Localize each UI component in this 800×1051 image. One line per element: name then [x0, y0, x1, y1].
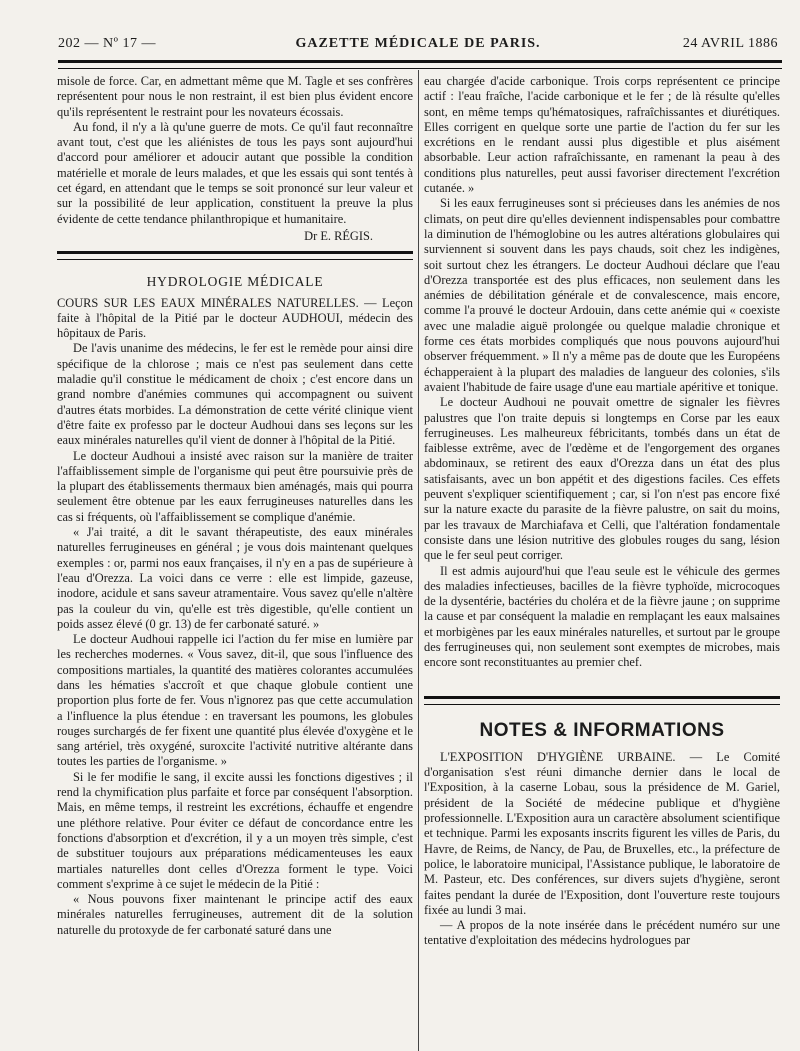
section-title-notes: NOTES & INFORMATIONS: [479, 719, 725, 741]
column-divider: [418, 70, 419, 1051]
paragraph: « Nous pouvons fixer maintenant le principe actif des eaux minérales naturelles ferrugineuses, autrement dit de la solution naturelle du protoxyde de fer carbonaté saturé dans une: [57, 892, 413, 937]
paragraph: Le docteur Audhoui rappelle ici l'action du fer mise en lumière par les recherches modernes. « Vous savez, dit-il, que sous l'influence des compositions martiales, la quantité des matières colorantes accumulées dans les hématies s'accroît et que chaque globule contient une proportion plus forte de fer. Vous n'ignorez pas que cette accumulation a l'influence la plus étendue : en traversant les poumons, les globules rouges surchargés de fer fixent une quantité plus élevée d'oxygène et le sang artériel, très oxygéné, suroxcite l'activité nutritive altérante dans toutes les parties de l'organisme. »: [57, 632, 413, 769]
paragraph: Au fond, il n'y a là qu'une guerre de mots. Ce qu'il faut reconnaître avant tout, c'est que les aliénistes de tous les pays sont aujourd'hui d'accord pour améliorer et adoucir autant que possible la condition matérielle et morale de leurs malades, et que les essais qui sont tentés à cet égard, en attendant que le temps se soit prononcé sur leur valeur et sur la possibilité de leur application, constituent la preuve la plus évidente de cette tendance philanthropique et humanitaire.: [57, 119, 413, 226]
paragraph: Il est admis aujourd'hui que l'eau seule est le véhicule des germes des maladies infectieuses, bacilles de la fièvre typhoïde, microcoques de la dysentérie, bactéries du choléra et de la fièvre jaune ; on supprime la cause et par conséquent la maladie en remplaçant les eaux malsaines et morbigènes par les eaux minérales naturelles, et surtout par le groupe des ferrugineuses qui, non seulement sont exemptes de microbes, mais encore sont reconstituantes au premier chef.: [424, 563, 780, 670]
paragraph: Si le fer modifie le sang, il excite aussi les fonctions digestives ; il rend la chymification plus parfaite et force par conséquent l'absorption. Mais, en même temps, il restreint les excrétions, échauffe et engendre une pléthore relative. Pour éviter ce défaut de concordance entre les fonctions d'absorption et d'excrétion, il y a un moyen très simple, c'est de substituer toujours aux préparations médicamenteuses les eaux martiales naturelles dont celles d'Orezza forment le type. Voici comment s'exprime à ce sujet le médecin de la Pitié :: [57, 769, 413, 891]
paragraph: — A propos de la note insérée dans le précédent numéro sur une tentative d'exploitation des médecins hydrologues par: [424, 918, 780, 948]
page-number: 202 — Nº 17 —: [58, 36, 156, 51]
paragraph: eau chargée d'acide carbonique. Trois corps représentent ce principe actif : l'eau fraîche, l'acide carbonique et le fer ; de là résulte qu'elles sont, en même temps qu'hématosiques, rafraîchissantes et diurétiques. Elles corrigent en quelque sorte une partie de l'action du fer sur les excrétions en le rendant aussi plus digestible et plus aisément absorbable. Leur action rafraîchissante, en ramenant la peau à des conditions plus naturelles, peut aussi favoriser directement l'excrétion cutanée. »: [424, 74, 780, 196]
section-separator: [424, 696, 780, 705]
paragraph: « J'ai traité, a dit le savant thérapeutiste, des eaux minérales naturelles ferrugineuses en général ; je vous dois maintenant quelques exemples : or, parmi nos eaux françaises, il n'y en a pas de supérieure à l'eau d'Orezza. La voici dans ce verre : elle est limpide, gazeuse, inodore, acidule et sans saveur atramentaire. Vous savez qu'elle n'altère pas la couleur du vin, qu'elle est très digestible, qu'elle contient un poids assez élevé (0 gr. 13) de fer carbonaté saturé. »: [57, 525, 413, 631]
paragraph: misole de force. Car, en admettant même que M. Tagle et ses confrères représentent pour nous le non restraint, il est bien plus évident encore qu'ils représentent le restraint pour les novateurs écossais.: [57, 74, 413, 119]
journal-title: GAZETTE MÉDICALE DE PARIS.: [295, 36, 541, 51]
section-title-hydrologie: HYDROLOGIE MÉDICALE: [146, 274, 324, 290]
paragraph: Si les eaux ferrugineuses sont si précieuses dans les anémies de nos climats, on peut dire qu'elles deviennent indispensables pour combattre la diminution de l'hémoglobine ou les autres altérations globulaires qui surviennent si souvent dans les pays chauds, soit chez les indigènes, soit surtout chez les étrangers. Le docteur Audhoui déclare que l'eau d'Orezza transportée est des plus efficaces, non seulement dans les anémies de débilitation générale et de convalescence, mais encore, comme l'a prouvé le docteur Ardouin, dans cette anémie qui « coexiste avec une maladie aiguë prolongée ou quelque maladie chronique et forme ces états morbides compliqués que nous pouvons aujourd'hui observer fréquemment. » Il n'y a même pas de doute que les Européens échapperaient à la plupart des maladies de langueur des colonies, s'ils avaient l'habitude de faire usage d'une eau martiale apéritive et tonique.: [424, 196, 780, 394]
left-column: [57, 74, 413, 1047]
signature: Dr E. RÉGIS.: [304, 228, 373, 243]
page-header: [58, 36, 778, 56]
paragraph: L'EXPOSITION D'HYGIÈNE URBAINE. — Le Comité d'organisation s'est réuni dimanche dernier dans le local de l'Exposition, à la caserne Lobau, sous la présidence de M. Gariel, président de la Société de médecine publique et d'hygiène professionnelle. L'Exposition aura un caractère absolument scientifique et technique. Parmi les exposants inscrits figurent les villes de Paris, du Havre, de Reims, de Nancy, de Pau, de Bruxelles, etc., la préfecture de police, le laboratoire municipal, l'Assistance publique, le laboratoire de M. Pasteur, etc. Des conférences, sur divers sujets d'hygiène, seront faites pendant la durée de l'Exposition, dont l'ouverture reste toujours fixée au lundi 3 mai.: [424, 749, 780, 917]
paragraph: Le docteur Audhoui ne pouvait omettre de signaler les fièvres palustres que l'on traite depuis si longtemps en Corse par les eaux ferrugineuses. Les malheureux fébricitants, tombés dans un état de faiblesse extrême, avec de l'œdème et de l'engorgement des organes abdominaux, se retirent des eaux d'Orezza dans un état des plus satisfaisants, avec un bon appétit et des digestions faciles. Ces effets peuvent s'expliquer scientifiquement ; car, si l'on n'est pas encore fixé sur la nature exacte du parasite de la fièvre palustre, on sait du moins, par les travaux de Marchiafava et Celli, que l'altération fondamentale consiste dans une lésion nutritive des globules rouges du sang, lésion que le fer seul peut corriger.: [424, 395, 780, 563]
right-column: [424, 74, 780, 1047]
article-lead: COURS SUR LES EAUX MINÉRALES NATURELLES. — Leçon faite à l'hôpital de la Pitié par le docteur AUDHOUI, médecin des hôpitaux de Paris.: [57, 295, 413, 341]
header-rule: [58, 60, 782, 69]
paragraph: Le docteur Audhoui a insisté avec raison sur la manière de traiter l'affaiblissement simple de l'organisme qui peut être poursuivie près de la plupart des établissements thermaux bien aménagés, mais qui pourra seulement être obtenue par les eaux ferrugineuses naturelles dans les cas si fréquents, où l'affaiblissement se complique d'anémie.: [57, 448, 413, 524]
issue-date: 24 AVRIL 1886: [682, 36, 778, 51]
section-separator: [57, 251, 413, 260]
paragraph: De l'avis unanime des médecins, le fer est le remède pour ainsi dire spécifique de la chlorose ; mais ce n'est pas seulement dans cette maladie qu'il constitue le médicament de choix ; c'est encore dans un grand nombre d'anémies communes qui accompagnent ou suivent d'autres états morbides. La démonstration de cette vérité clinique vient d'être faite ex professo par le docteur Audhoui dans ses leçons sur les eaux minérales naturelles qu'il vient de donner à l'hôpital de la Pitié.: [57, 341, 413, 448]
